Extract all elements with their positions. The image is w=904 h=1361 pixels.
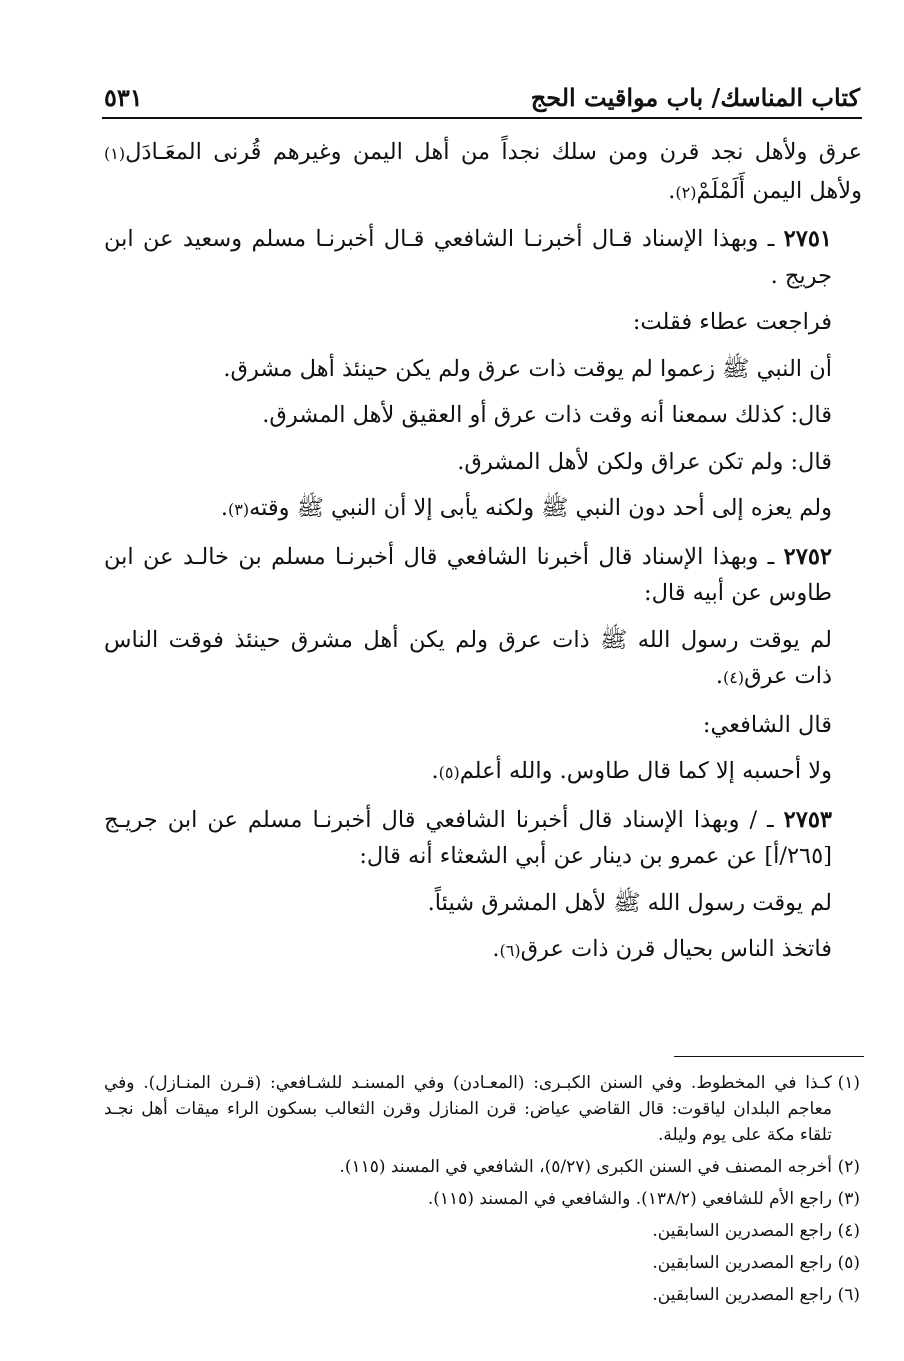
footnote xyxy=(104,1186,860,1212)
footnote-text: كـذا في المخطوط. وفي السنن الكبـرى: (المعـادن) وفي المسنـد للشـافعي: (قـرن المنـازل). وفي معاجم البلدان لياقوت: قال القاضي عياض: قرن المنازل وقرن الثعالب بسكون الراء ميقات أهل نجـد تلقاء مكة على يوم وليلة. xyxy=(104,1073,832,1145)
footnote-text: أخرجه المصنف في السنن الكبرى (٥/٢٧)، الشافعي في المسند (١١٥). xyxy=(339,1157,832,1177)
footnote-marker[interactable]: (١) xyxy=(104,144,126,163)
main-text xyxy=(104,134,862,980)
running-title: كتاب المناسك/ باب مواقيت الحج xyxy=(530,83,860,112)
paragraph: قال: ولم تكن عراق ولكن لأهل المشرق. xyxy=(457,448,832,475)
paragraph: ولم يعزه إلى أحد دون النبي ﷺ ولكنه يأبى إلا أن النبي ﷺ وقته(٣). xyxy=(220,495,832,521)
footnote-number: (١) xyxy=(837,1073,860,1093)
paragraph: لم يوقت رسول الله ﷺ لأهل المشرق شيئاً. xyxy=(427,889,832,916)
hadith-number: ٢٧٥٣ xyxy=(783,806,832,833)
footnote-divider xyxy=(674,1056,864,1057)
header-divider xyxy=(102,117,862,119)
paragraph: فاتخذ الناس بحيال قرن ذات عرق(٦). xyxy=(492,936,832,962)
footnote-text: راجع المصدرين السابقين. xyxy=(652,1285,832,1305)
paragraph: عرق ولأهل نجد قرن ومن سلك نجداً من أهل اليمن وغيرهم قُرنى المعَـادَل(١) ولأهل اليمن أَلَمْلَمْ(٢). xyxy=(104,139,862,204)
footnote-number: (٢) xyxy=(837,1157,860,1177)
running-header xyxy=(104,72,860,112)
paragraph: قال الشافعي: xyxy=(702,711,832,738)
footnote xyxy=(104,1070,860,1148)
footnote xyxy=(104,1282,860,1308)
footnote xyxy=(104,1250,860,1276)
paragraph: ولا أحسبه إلا كما قال طاوس. والله أعلم(٥). xyxy=(431,758,832,784)
hadith-paragraph: ٢٧٥٣ ـ / وبهذا الإسناد قال أخبرنا الشافعي قال أخبرنـا مسلم عن ابن جريـج [٢٦٥/أ] عن عمرو بن دينار عن أبي الشعثاء أنه قال: xyxy=(104,806,832,869)
footnote xyxy=(104,1154,860,1180)
hadith-paragraph: ٢٧٥٢ ـ وبهذا الإسناد قال أخبرنا الشافعي قال أخبرنـا مسلم بن خالـد عن ابن طاوس عن أبيه قال: xyxy=(104,543,832,606)
paragraph: قال: كذلك سمعنا أنه وقت ذات عرق أو العقيق لأهل المشرق. xyxy=(262,402,832,428)
footnote-text: راجع الأم للشافعي (١٣٨/٢). والشافعي في المسند (١١٥). xyxy=(427,1189,832,1209)
hadith-number: ٢٧٥١ xyxy=(783,226,832,252)
page-number: ٥٣١ xyxy=(104,83,143,112)
footnote-marker[interactable]: (٥) xyxy=(438,763,460,782)
footnote-marker[interactable]: (٢) xyxy=(675,182,697,202)
footnote-text: راجع المصدرين السابقين. xyxy=(652,1221,832,1241)
footnote xyxy=(104,1218,860,1244)
footnote-marker[interactable]: (٤) xyxy=(723,668,745,687)
paragraph: لم يوقت رسول الله ﷺ ذات عرق ولم يكن أهل مشرق حينئذ فوقت الناس ذات عرق(٤). xyxy=(104,626,832,689)
footnote-number: (٥) xyxy=(837,1253,860,1273)
paragraph: فراجعت عطاء فقلت: xyxy=(632,309,832,335)
footnote-marker[interactable]: (٦) xyxy=(499,941,521,960)
footnote-number: (٣) xyxy=(837,1189,860,1209)
footnotes xyxy=(104,1070,860,1314)
paragraph: أن النبي ﷺ زعموا لم يوقت ذات عرق ولم يكن حينئذ أهل مشرق. xyxy=(223,355,832,382)
hadith-number: ٢٧٥٢ xyxy=(783,543,832,570)
hadith-paragraph: ٢٧٥١ ـ وبهذا الإسناد قـال أخبرنـا الشافعي قـال أخبرنـا مسلم وسعيد عن ابن جريج . xyxy=(104,226,832,289)
footnote-marker[interactable]: (٣) xyxy=(227,500,250,519)
footnote-number: (٤) xyxy=(837,1221,860,1241)
footnote-text: راجع المصدرين السابقين. xyxy=(652,1253,832,1273)
footnote-number: (٦) xyxy=(837,1285,860,1305)
